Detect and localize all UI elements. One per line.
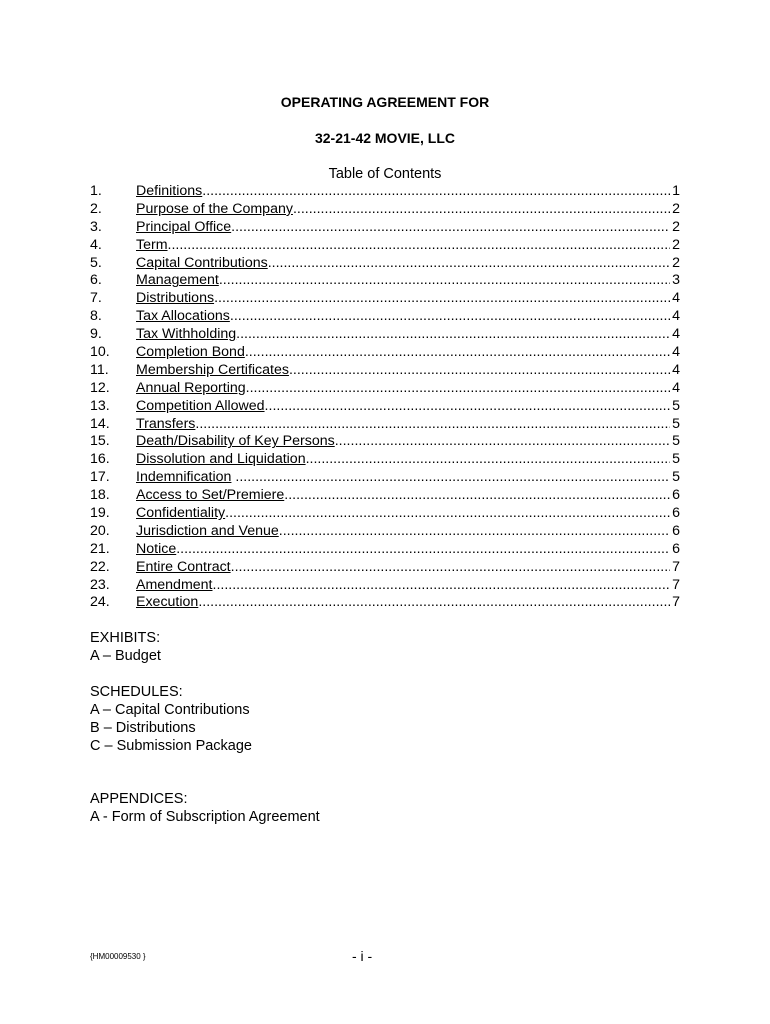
toc-link[interactable]: Tax Withholding (136, 326, 237, 343)
toc-number: 7. (90, 290, 102, 307)
toc-suffix: . (245, 379, 250, 396)
toc-link[interactable]: Access to Set/Premiere (136, 487, 285, 504)
toc-leader (229, 505, 670, 523)
toc-number: 21. (90, 540, 110, 557)
toc-number: 23. (90, 576, 110, 593)
toc-number: 17. (90, 469, 110, 486)
schedule-item: B – Distributions (90, 720, 196, 736)
toc-link[interactable]: Death/Disability of Key Persons (136, 433, 335, 450)
toc-page-number: 7 (672, 576, 680, 593)
toc-leader (234, 308, 670, 326)
toc-row (90, 451, 680, 469)
toc-leader (249, 344, 670, 362)
toc-page-number: 7 (672, 558, 680, 575)
toc-leader (219, 272, 670, 290)
toc-leader (195, 416, 670, 434)
toc-row (90, 594, 680, 612)
toc-link[interactable]: Notice (136, 540, 177, 557)
toc-suffix: . (229, 308, 234, 325)
toc-suffix: . (292, 200, 297, 217)
toc-number: 1. (90, 183, 102, 199)
toc-row (90, 541, 680, 559)
toc-number: 2. (90, 200, 102, 217)
toc-row (90, 255, 680, 273)
toc-link[interactable]: Execution (136, 594, 199, 611)
toc-link[interactable]: Principal Office (136, 218, 232, 235)
toc-heading: Table of Contents (328, 166, 442, 182)
toc-link[interactable]: Tax Allocations (136, 308, 230, 325)
toc-number: 11. (90, 361, 109, 378)
toc-leader (339, 433, 670, 451)
toc-leader (216, 577, 670, 595)
toc-number: 8. (90, 308, 102, 325)
toc-page-number: 6 (672, 522, 680, 539)
toc-page-number: 5 (672, 397, 680, 414)
toc-leader (231, 219, 670, 237)
toc-row (90, 219, 680, 237)
toc-page-number: 4 (672, 379, 680, 396)
toc-row (90, 201, 680, 219)
toc-page-number: 2 (672, 236, 680, 253)
schedules-section (90, 683, 252, 755)
toc-number: 14. (90, 415, 110, 432)
toc-page-number: 4 (672, 361, 680, 378)
toc-link[interactable]: Management (136, 272, 219, 289)
toc-page-number: 1 (672, 183, 680, 199)
toc-row (90, 344, 680, 362)
toc-suffix: . (202, 183, 207, 199)
toc-row (90, 380, 680, 398)
page-number: - i - (352, 948, 373, 964)
toc-number: 5. (90, 254, 102, 271)
toc-suffix: . (305, 451, 310, 468)
toc-row (90, 487, 680, 505)
toc-page-number: 5 (672, 433, 680, 450)
toc-row (90, 237, 680, 255)
toc-link[interactable]: Jurisdiction and Venue (136, 522, 279, 539)
toc-leader (250, 380, 670, 398)
toc-page-number: 2 (672, 254, 680, 271)
toc-row (90, 523, 680, 541)
toc-suffix: . (212, 576, 217, 593)
toc-number: 19. (90, 505, 110, 522)
schedule-item: A – Capital Contributions (90, 702, 250, 718)
toc-page-number: 4 (672, 308, 680, 325)
exhibits-section (90, 629, 161, 665)
toc-row (90, 398, 680, 416)
toc-page-number: 6 (672, 540, 680, 557)
toc-row (90, 362, 680, 380)
appendix-item: A - Form of Subscription Agreement (90, 809, 320, 825)
toc-leader (176, 541, 670, 559)
toc-number: 13. (90, 397, 110, 414)
toc-page-number: 4 (672, 290, 680, 307)
toc-row (90, 505, 680, 523)
toc-number: 20. (90, 522, 110, 539)
toc-number: 24. (90, 594, 110, 611)
toc-suffix: . (334, 433, 339, 450)
toc-number: 4. (90, 236, 102, 253)
toc-leader (272, 255, 670, 273)
toc-link[interactable]: Confidentiality (136, 505, 226, 522)
toc-leader (175, 237, 670, 255)
toc-row (90, 577, 680, 595)
toc-suffix: . (236, 326, 241, 343)
appendices-heading: APPENDICES: (90, 791, 188, 807)
schedules-heading: SCHEDULES: (90, 684, 183, 700)
toc-number: 6. (90, 272, 102, 289)
toc-row (90, 272, 680, 290)
toc-suffix: . (288, 361, 293, 378)
toc-number: 16. (90, 451, 110, 468)
toc-page-number: 3 (672, 272, 680, 289)
toc-page-number: 7 (672, 594, 680, 611)
toc-link[interactable]: Definitions (136, 183, 203, 199)
toc-number: 12. (90, 379, 110, 396)
toc-leader (297, 201, 670, 219)
toc-row (90, 433, 680, 451)
toc-row (90, 469, 680, 487)
toc-number: 22. (90, 558, 110, 575)
toc-page-number: 6 (672, 487, 680, 504)
toc-number: 3. (90, 218, 102, 235)
toc-page-number: 5 (672, 469, 680, 486)
toc-page-number: 6 (672, 505, 680, 522)
toc-suffix: . (264, 397, 269, 414)
toc-leader (235, 469, 670, 487)
toc-leader (310, 451, 670, 469)
toc-link[interactable]: Purpose of the Company (136, 200, 293, 217)
schedule-item: C – Submission Package (90, 738, 252, 754)
toc-link[interactable]: Dissolution and Liquidation (136, 451, 306, 468)
toc-page-number: 4 (672, 326, 680, 343)
toc-link[interactable]: Amendment (136, 576, 213, 593)
toc-page-number: 2 (672, 200, 680, 217)
toc-suffix: . (278, 522, 283, 539)
toc-leader (269, 398, 671, 416)
toc-link[interactable]: Transfers (136, 415, 196, 432)
toc-leader (293, 362, 670, 380)
toc-number: 9. (90, 326, 102, 343)
toc-number: 10. (90, 344, 110, 361)
toc-row (90, 183, 680, 201)
toc-suffix: . (284, 487, 289, 504)
toc-number: 15. (90, 433, 110, 450)
toc-leader (202, 594, 670, 612)
toc-suffix: . (244, 344, 249, 361)
toc-link[interactable]: Distributions (136, 290, 215, 307)
toc-link[interactable]: Indemnification (136, 469, 232, 486)
toc-row (90, 308, 680, 326)
toc-leader (288, 487, 670, 505)
toc-suffix: . (214, 290, 219, 307)
toc-suffix: .. (167, 236, 176, 253)
exhibits-heading: EXHIBITS: (90, 630, 161, 646)
toc-row (90, 326, 680, 344)
exhibit-item: A – Budget (90, 648, 161, 664)
toc-leader (240, 326, 670, 344)
toc-suffix: . (198, 594, 203, 611)
toc-page-number: 5 (672, 415, 680, 432)
toc-suffix: . (267, 254, 272, 271)
toc-suffix: . (225, 505, 230, 522)
toc-number: 18. (90, 487, 110, 504)
company-name: 32-21-42 MOVIE, LLC (314, 130, 456, 146)
document-id: {HM00009530 } (90, 952, 146, 961)
toc-row (90, 290, 680, 308)
toc-leader (206, 183, 670, 201)
table-of-contents (90, 183, 680, 612)
toc-row (90, 416, 680, 434)
toc-leader (231, 559, 670, 577)
toc-link[interactable]: Capital Contributions (136, 254, 268, 271)
toc-link[interactable]: Entire Contract (136, 558, 231, 575)
toc-link[interactable]: Annual Reporting (136, 379, 246, 396)
toc-link[interactable]: Term (136, 236, 168, 253)
toc-page-number: 2 (672, 218, 680, 235)
toc-link[interactable]: Competition Allowed (136, 397, 265, 414)
toc-page-number: 5 (672, 451, 680, 468)
toc-page-number: 4 (672, 344, 680, 361)
toc-link[interactable]: Membership Certificates (136, 361, 289, 378)
document-title: OPERATING AGREEMENT FOR (280, 94, 490, 110)
toc-link[interactable]: Completion Bond (136, 344, 245, 361)
toc-leader (218, 290, 670, 308)
appendices-section (90, 790, 320, 826)
toc-row (90, 559, 680, 577)
toc-leader (283, 523, 670, 541)
